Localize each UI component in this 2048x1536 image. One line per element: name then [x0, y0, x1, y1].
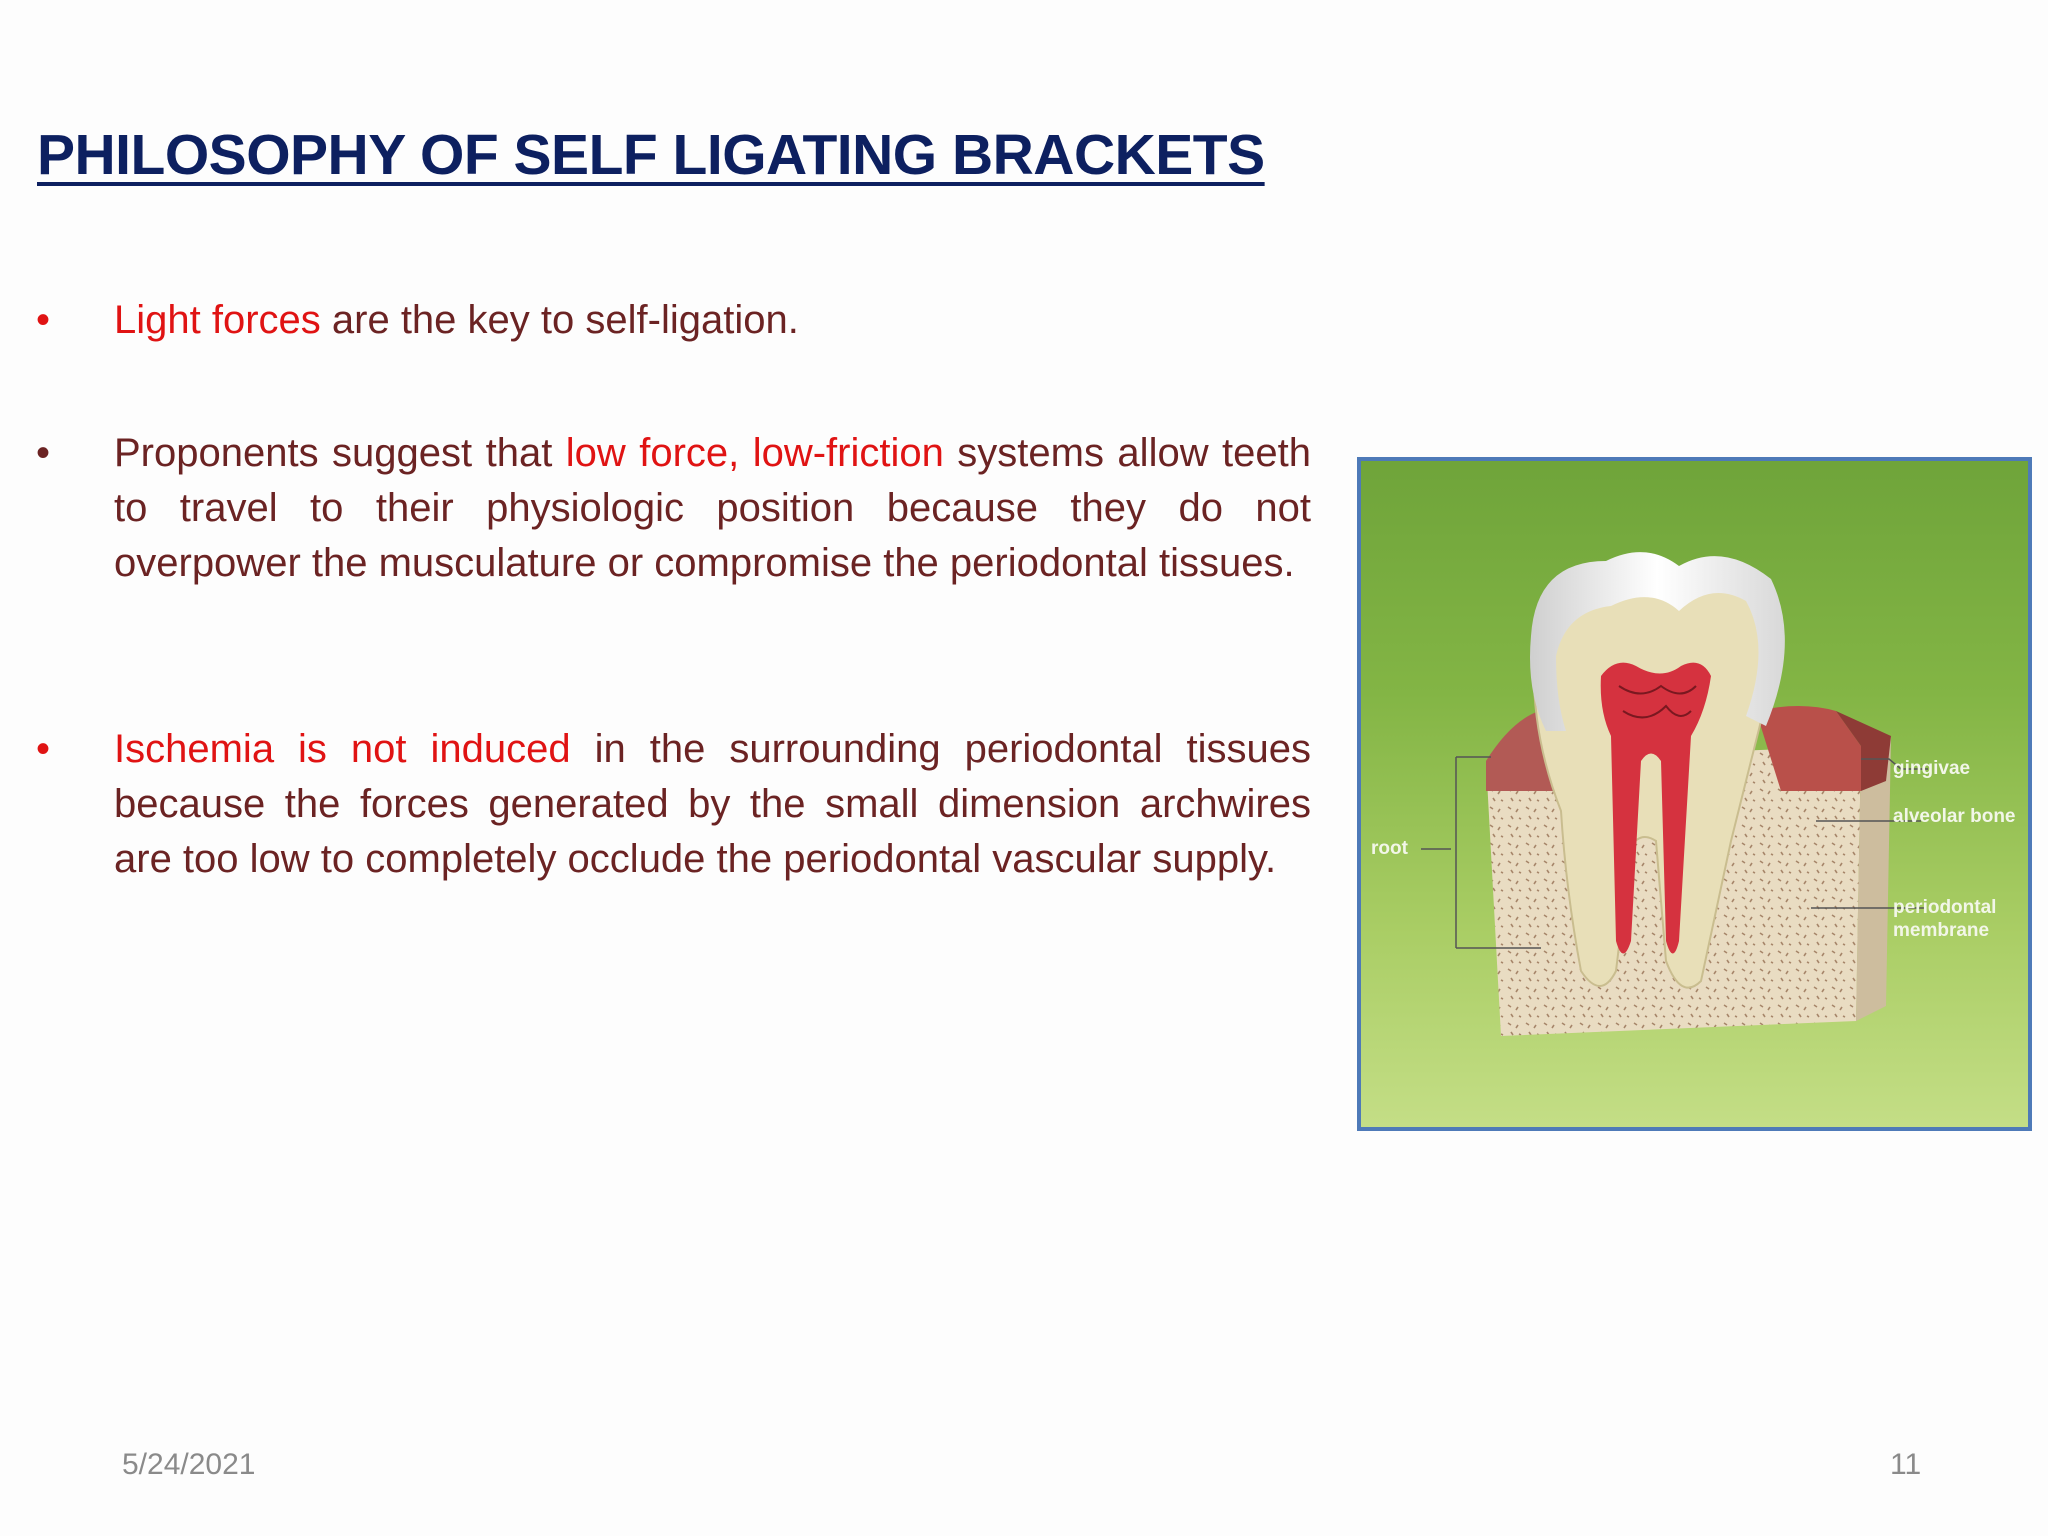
footer-date: 5/24/2021 [122, 1448, 256, 1481]
bullet-item-2 [36, 426, 1311, 591]
bullet-marker: • [36, 431, 51, 475]
bullet-item-3 [36, 722, 1311, 887]
label-gingivae: gingivae [1893, 758, 1971, 779]
slide-title: PHILOSOPHY OF SELF LIGATING BRACKETS [37, 123, 1265, 187]
tooth-illustration [1361, 461, 2028, 1127]
bullet-text [114, 293, 1311, 348]
label-alveolar-bone: alveolar bone [1893, 806, 2016, 827]
bullet-marker: • [36, 727, 51, 771]
bullet-marker: • [36, 298, 51, 342]
bullet-rest: in the surrounding periodontal tissues because the forces generated by the small dimension archwires are too low to completely occlude the periodontal vascular supply. [114, 727, 1311, 881]
bullet-rest: are the key to self-ligation. [320, 298, 799, 342]
label-periodontal-membrane: periodontal membrane [1893, 897, 1997, 941]
label-root: root [1371, 838, 1408, 859]
bullet-after: systems allow teeth to travel to their physiologic position because they do not overpower the musculature or compromise the periodontal tissues. [114, 431, 1311, 585]
bullet-before: Proponents suggest that [114, 431, 566, 475]
slide-number: 11 [1890, 1448, 1922, 1481]
tooth-diagram-image [1357, 457, 2032, 1131]
bullet-item-1 [36, 293, 1311, 348]
bullet-text [114, 426, 1311, 591]
bullet-highlight: Ischemia is not induced [114, 727, 571, 771]
bullet-highlight: low force, low-friction [565, 431, 944, 475]
bullet-text [114, 722, 1311, 887]
bullet-highlight: Light forces [114, 298, 321, 342]
